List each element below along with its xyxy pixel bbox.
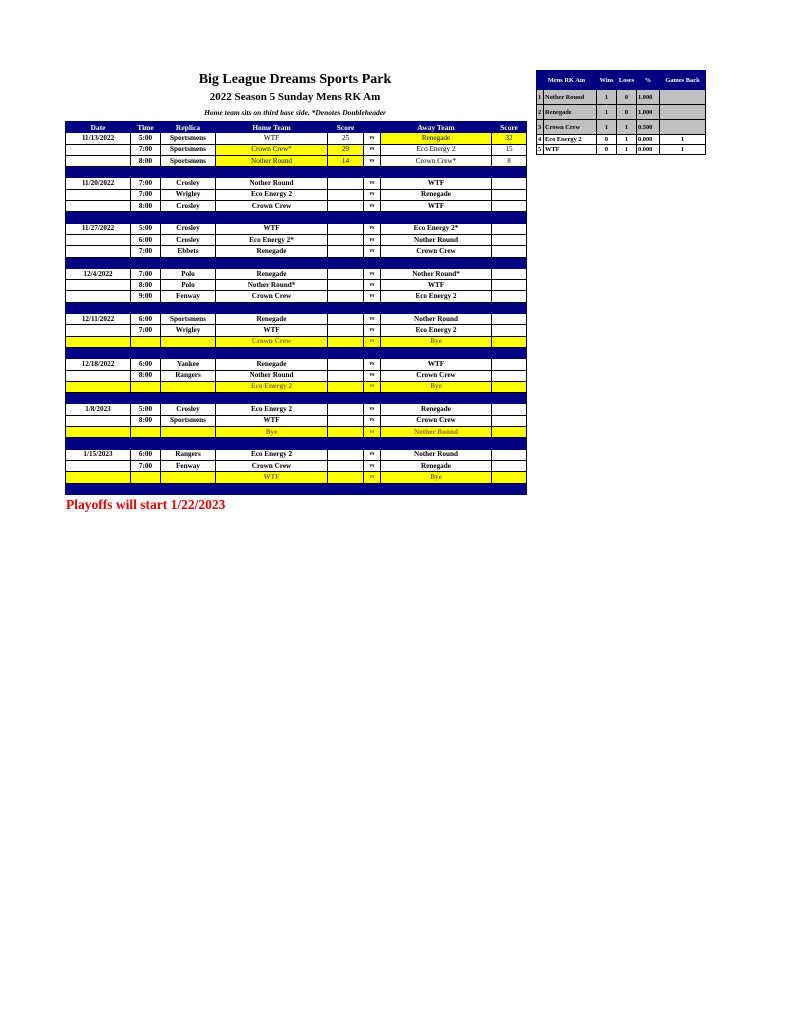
game-time: 6:00: [131, 359, 161, 370]
team-pct: 0.000: [637, 145, 660, 155]
away-team: Nother Round: [381, 314, 492, 325]
home-team: Nother Round: [216, 178, 328, 189]
away-team: Nother Round*: [381, 268, 492, 279]
vs-label: vs: [364, 291, 381, 302]
home-team: Eco Energy 2: [216, 189, 328, 200]
separator-cell: [66, 302, 527, 313]
away-score: [492, 314, 527, 325]
game-time: [131, 336, 161, 347]
home-score: [328, 291, 364, 302]
game-field: Crosley: [161, 404, 216, 415]
standings-header-row: [537, 71, 706, 90]
game-field: [161, 427, 216, 438]
away-score: [492, 449, 527, 460]
game-date: [66, 472, 131, 483]
game-row: [66, 291, 527, 302]
game-field: Yankee: [161, 359, 216, 370]
away-score: [492, 415, 527, 426]
game-row: [66, 449, 527, 460]
home-score: [328, 359, 364, 370]
week-separator: [66, 483, 527, 494]
game-field: Wrigley: [161, 325, 216, 336]
separator-cell: [66, 347, 527, 358]
team-games-back: 1: [660, 135, 706, 145]
column-header: Loses: [617, 71, 637, 90]
game-date: [66, 189, 131, 200]
game-time: 7:00: [131, 325, 161, 336]
game-field: Rangers: [161, 370, 216, 381]
away-team: Bye: [381, 336, 492, 347]
vs-label: vs: [364, 359, 381, 370]
bye-row: [66, 381, 527, 392]
away-score: [492, 189, 527, 200]
column-header: [364, 122, 381, 133]
team-rank: 1: [537, 90, 544, 105]
home-team: Crown Crew: [216, 460, 328, 471]
game-date: 12/11/2022: [66, 314, 131, 325]
vs-label: vs: [364, 415, 381, 426]
vs-label: vs: [364, 427, 381, 438]
column-header: Away Team: [381, 122, 492, 133]
playoffs-notice: Playoffs will start 1/22/2023: [66, 497, 226, 512]
standings-row: [537, 135, 706, 145]
home-score: [328, 268, 364, 279]
away-score: [492, 460, 527, 471]
home-team: Renegade: [216, 359, 328, 370]
game-field: Polo: [161, 280, 216, 291]
game-date: [66, 460, 131, 471]
home-score: [328, 234, 364, 245]
game-date: [66, 370, 131, 381]
game-date: [66, 427, 131, 438]
team-rank: 4: [537, 135, 544, 145]
game-time: 6:00: [131, 449, 161, 460]
vs-label: vs: [364, 460, 381, 471]
home-team: WTF: [216, 325, 328, 336]
column-header: Wins: [597, 71, 617, 90]
team-wins: 0: [597, 145, 617, 155]
home-team: Eco Energy 2*: [216, 234, 328, 245]
home-team: Nother Round: [216, 370, 328, 381]
home-score: [328, 460, 364, 471]
team-name: Nother Round: [544, 90, 597, 105]
column-header: Home Team: [216, 122, 328, 133]
away-team: Crown Crew: [381, 370, 492, 381]
game-field: Polo: [161, 268, 216, 279]
team-wins: 1: [597, 90, 617, 105]
home-score: 25: [328, 133, 364, 144]
game-field: Wrigley: [161, 189, 216, 200]
team-rank: 2: [537, 105, 544, 120]
game-date: 12/18/2022: [66, 359, 131, 370]
game-field: Sportsmens: [161, 314, 216, 325]
separator-cell: [66, 167, 527, 178]
vs-label: vs: [364, 201, 381, 212]
away-team: Renegade: [381, 189, 492, 200]
game-date: [66, 280, 131, 291]
column-header: Score: [492, 122, 527, 133]
away-team: Renegade: [381, 404, 492, 415]
team-games-back: [660, 105, 706, 120]
game-row: [66, 325, 527, 336]
away-score: [492, 246, 527, 257]
home-team: Renegade: [216, 314, 328, 325]
home-score: [328, 201, 364, 212]
away-team: Bye: [381, 472, 492, 483]
game-time: 6:00: [131, 234, 161, 245]
team-name: Crown Crew: [544, 120, 597, 135]
game-date: 11/27/2022: [66, 223, 131, 234]
week-separator: [66, 167, 527, 178]
column-header: Replica: [161, 122, 216, 133]
game-time: 7:00: [131, 189, 161, 200]
team-games-back: [660, 120, 706, 135]
game-date: [66, 246, 131, 257]
away-team: Renegade: [381, 133, 492, 144]
vs-label: vs: [364, 189, 381, 200]
away-team: Nother Round: [381, 427, 492, 438]
game-time: 5:00: [131, 133, 161, 144]
separator-cell: [66, 393, 527, 404]
bye-row: [66, 427, 527, 438]
schedule-header-row: [66, 122, 527, 133]
team-pct: 0.000: [637, 135, 660, 145]
game-row: [66, 314, 527, 325]
team-loses: 0: [617, 90, 637, 105]
away-score: [492, 359, 527, 370]
home-team: WTF: [216, 472, 328, 483]
column-header: Score: [328, 122, 364, 133]
team-wins: 0: [597, 135, 617, 145]
game-time: [131, 472, 161, 483]
vs-label: vs: [364, 381, 381, 392]
away-score: [492, 325, 527, 336]
game-row: [66, 359, 527, 370]
game-field: [161, 381, 216, 392]
vs-label: vs: [364, 178, 381, 189]
separator-cell: [66, 483, 527, 494]
away-score: [492, 336, 527, 347]
team-loses: 0: [617, 105, 637, 120]
home-team: WTF: [216, 133, 328, 144]
week-separator: [66, 438, 527, 449]
away-score: [492, 404, 527, 415]
home-score: [328, 314, 364, 325]
team-pct: 0.500: [637, 120, 660, 135]
game-row: [66, 155, 527, 166]
home-team: Nother Round*: [216, 280, 328, 291]
home-score: [328, 325, 364, 336]
game-field: Crosley: [161, 178, 216, 189]
team-wins: 1: [597, 105, 617, 120]
game-row: [66, 201, 527, 212]
game-time: 8:00: [131, 155, 161, 166]
game-field: Crosley: [161, 223, 216, 234]
vs-label: vs: [364, 268, 381, 279]
home-score: [328, 381, 364, 392]
vs-label: vs: [364, 133, 381, 144]
home-score: [328, 404, 364, 415]
game-date: [66, 291, 131, 302]
column-header: Time: [131, 122, 161, 133]
away-team: Crown Crew: [381, 415, 492, 426]
away-score: [492, 472, 527, 483]
away-team: Crown Crew*: [381, 155, 492, 166]
game-time: 8:00: [131, 370, 161, 381]
game-time: [131, 427, 161, 438]
away-team: Eco Energy 2: [381, 144, 492, 155]
schedule-table: [65, 121, 527, 495]
home-team: Crown Crew: [216, 336, 328, 347]
away-team: WTF: [381, 359, 492, 370]
vs-label: vs: [364, 370, 381, 381]
away-team: Eco Energy 2: [381, 291, 492, 302]
game-row: [66, 234, 527, 245]
team-name: WTF: [544, 145, 597, 155]
home-team: Bye: [216, 427, 328, 438]
game-time: 8:00: [131, 280, 161, 291]
game-row: [66, 280, 527, 291]
game-row: [66, 189, 527, 200]
vs-label: vs: [364, 155, 381, 166]
team-rank: 3: [537, 120, 544, 135]
vs-label: vs: [364, 234, 381, 245]
away-score: [492, 234, 527, 245]
away-team: Bye: [381, 381, 492, 392]
home-score: [328, 178, 364, 189]
game-time: 7:00: [131, 178, 161, 189]
separator-cell: [66, 438, 527, 449]
game-date: [66, 415, 131, 426]
game-time: 7:00: [131, 460, 161, 471]
game-field: Sportsmens: [161, 144, 216, 155]
home-score: [328, 280, 364, 291]
game-field: Fenway: [161, 460, 216, 471]
home-score: [328, 223, 364, 234]
team-pct: 1.000: [637, 90, 660, 105]
vs-label: vs: [364, 449, 381, 460]
game-field: Sportsmens: [161, 415, 216, 426]
game-date: [66, 381, 131, 392]
game-time: 7:00: [131, 144, 161, 155]
vs-label: vs: [364, 336, 381, 347]
bye-row: [66, 472, 527, 483]
away-score: [492, 370, 527, 381]
team-games-back: [660, 90, 706, 105]
home-team: WTF: [216, 223, 328, 234]
away-score: [492, 381, 527, 392]
game-field: [161, 336, 216, 347]
home-score: [328, 189, 364, 200]
standings-row: [537, 120, 706, 135]
team-loses: 1: [617, 120, 637, 135]
home-team: Renegade: [216, 246, 328, 257]
away-team: WTF: [381, 178, 492, 189]
game-field: Crosley: [161, 234, 216, 245]
vs-label: vs: [364, 246, 381, 257]
away-team: Renegade: [381, 460, 492, 471]
game-row: [66, 133, 527, 144]
standings-table: [536, 70, 706, 155]
game-field: Crosley: [161, 201, 216, 212]
game-date: 11/20/2022: [66, 178, 131, 189]
game-time: 9:00: [131, 291, 161, 302]
game-row: [66, 223, 527, 234]
away-score: 32: [492, 133, 527, 144]
game-field: Sportsmens: [161, 133, 216, 144]
vs-label: vs: [364, 144, 381, 155]
home-team: WTF: [216, 415, 328, 426]
game-date: [66, 201, 131, 212]
team-pct: 1.000: [637, 105, 660, 120]
column-header: %: [637, 71, 660, 90]
away-score: [492, 201, 527, 212]
game-time: 7:00: [131, 246, 161, 257]
season-subtitle: 2022 Season 5 Sunday Mens RK Am: [209, 91, 381, 103]
home-score: [328, 449, 364, 460]
home-score: [328, 427, 364, 438]
away-team: Nother Round: [381, 449, 492, 460]
bye-row: [66, 336, 527, 347]
vs-label: vs: [364, 314, 381, 325]
game-field: [161, 472, 216, 483]
standings-row: [537, 145, 706, 155]
vs-label: vs: [364, 280, 381, 291]
vs-label: vs: [364, 472, 381, 483]
team-loses: 1: [617, 135, 637, 145]
home-score: 14: [328, 155, 364, 166]
game-time: 6:00: [131, 314, 161, 325]
game-row: [66, 246, 527, 257]
game-date: [66, 155, 131, 166]
game-row: [66, 178, 527, 189]
standings-row: [537, 90, 706, 105]
game-time: [131, 381, 161, 392]
week-separator: [66, 257, 527, 268]
away-team: WTF: [381, 280, 492, 291]
game-field: Ebbets: [161, 246, 216, 257]
game-row: [66, 415, 527, 426]
away-score: [492, 223, 527, 234]
page-title: Big League Dreams Sports Park: [198, 72, 392, 87]
team-loses: 1: [617, 145, 637, 155]
standings-row: [537, 105, 706, 120]
column-header: Games Back: [660, 71, 706, 90]
away-team: Crown Crew: [381, 246, 492, 257]
home-score: [328, 246, 364, 257]
week-separator: [66, 212, 527, 223]
game-time: 7:00: [131, 268, 161, 279]
game-field: Rangers: [161, 449, 216, 460]
team-wins: 1: [597, 120, 617, 135]
home-team: Nother Round: [216, 155, 328, 166]
team-rank: 5: [537, 145, 544, 155]
game-date: 1/8/2023: [66, 404, 131, 415]
game-time: 5:00: [131, 404, 161, 415]
away-score: 15: [492, 144, 527, 155]
team-name: Eco Energy 2: [544, 135, 597, 145]
game-date: [66, 325, 131, 336]
game-date: 12/4/2022: [66, 268, 131, 279]
away-score: [492, 291, 527, 302]
home-team: Crown Crew: [216, 201, 328, 212]
home-team: Eco Energy 2: [216, 381, 328, 392]
away-score: 8: [492, 155, 527, 166]
away-team: Eco Energy 2: [381, 325, 492, 336]
vs-label: vs: [364, 404, 381, 415]
column-header: Date: [66, 122, 131, 133]
home-team: Crown Crew: [216, 291, 328, 302]
home-score: [328, 336, 364, 347]
game-row: [66, 370, 527, 381]
schedule-note: Home team sits on third base side. *Denotes Doubleheader: [204, 108, 386, 117]
vs-label: vs: [364, 325, 381, 336]
away-score: [492, 427, 527, 438]
game-row: [66, 144, 527, 155]
home-score: [328, 370, 364, 381]
away-team: WTF: [381, 201, 492, 212]
away-team: Eco Energy 2*: [381, 223, 492, 234]
home-team: Crown Crew*: [216, 144, 328, 155]
game-row: [66, 460, 527, 471]
game-time: 8:00: [131, 415, 161, 426]
game-field: Sportsmens: [161, 155, 216, 166]
team-games-back: 1: [660, 145, 706, 155]
away-score: [492, 280, 527, 291]
game-date: [66, 144, 131, 155]
team-name: Renegade: [544, 105, 597, 120]
game-row: [66, 404, 527, 415]
game-field: Fenway: [161, 291, 216, 302]
game-date: [66, 336, 131, 347]
game-date: [66, 234, 131, 245]
home-team: Renegade: [216, 268, 328, 279]
separator-cell: [66, 257, 527, 268]
game-time: 5:00: [131, 223, 161, 234]
home-score: [328, 415, 364, 426]
week-separator: [66, 393, 527, 404]
away-score: [492, 178, 527, 189]
vs-label: vs: [364, 223, 381, 234]
game-date: 11/13/2022: [66, 133, 131, 144]
home-score: [328, 472, 364, 483]
separator-cell: [66, 212, 527, 223]
game-time: 8:00: [131, 201, 161, 212]
home-score: 29: [328, 144, 364, 155]
home-team: Eco Energy 2: [216, 404, 328, 415]
game-row: [66, 268, 527, 279]
column-header: Mens RK Am: [537, 71, 597, 90]
home-team: Eco Energy 2: [216, 449, 328, 460]
away-team: Nother Round: [381, 234, 492, 245]
week-separator: [66, 347, 527, 358]
away-score: [492, 268, 527, 279]
game-date: 1/15/2023: [66, 449, 131, 460]
week-separator: [66, 302, 527, 313]
